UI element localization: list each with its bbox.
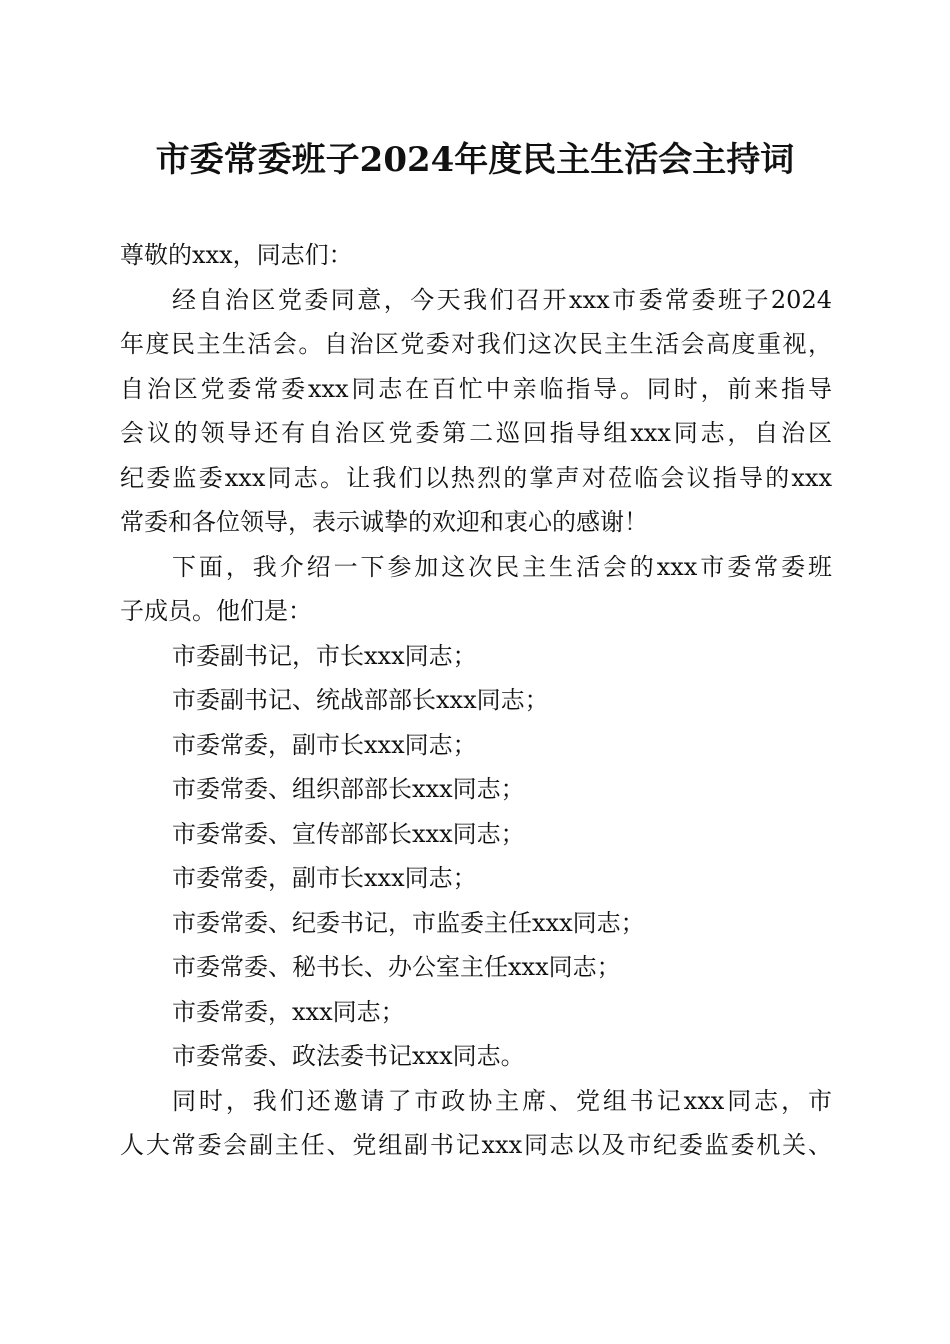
body-line: 下面，我介绍一下参加这次民主生活会的xxx市委常委班 [172,552,832,581]
body-line: 年度民主生活会。自治区党委对我们这次民主生活会高度重视， [120,330,832,358]
body-line: 自治区党委常委xxx同志在百忙中亲临指导。同时，前来指导 [120,374,832,403]
body-line: 纪委监委xxx同志。让我们以热烈的掌声对莅临会议指导的xxx [120,463,832,492]
body-line: 经自治区党委同意，今天我们召开xxx市委常委班子2024 [172,285,832,314]
greeting-line: 尊敬的xxx，同志们： [120,241,353,269]
document-title: 市委常委班子2024年度民主生活会主持词 [155,140,795,180]
body-line: 市委副书记、统战部部长xxx同志； [172,686,549,714]
body-line: 市委常委、政法委书记xxx同志。 [172,1042,525,1070]
body-line: 市委常委、秘书长、办公室主任xxx同志； [172,953,621,981]
body-line: 常委和各位领导，表示诚挚的欢迎和衷心的感谢！ [120,508,648,536]
body-line: 子成员。他们是： [120,597,312,625]
body-line: 市委常委，副市长xxx同志； [172,864,477,892]
body-line: 同时，我们还邀请了市政协主席、党组书记xxx同志，市 [172,1086,832,1115]
body-line: 市委常委、组织部部长xxx同志； [172,775,525,803]
body-line: 人大常委会副主任、党组副书记xxx同志以及市纪委监委机关、 [120,1131,832,1159]
body-lines [120,278,832,1168]
body-line: 市委常委，xxx同志； [172,997,405,1026]
body-line: 市委常委、纪委书记，市监委主任xxx同志； [172,908,645,937]
document-body [120,233,832,1168]
body-line: 会议的领导还有自治区党委第二巡回指导组xxx同志，自治区 [120,419,832,447]
body-line: 市委副书记，市长xxx同志； [172,641,477,670]
body-line: 市委常委，副市长xxx同志； [172,730,477,759]
body-line: 市委常委、宣传部部长xxx同志； [172,819,525,848]
